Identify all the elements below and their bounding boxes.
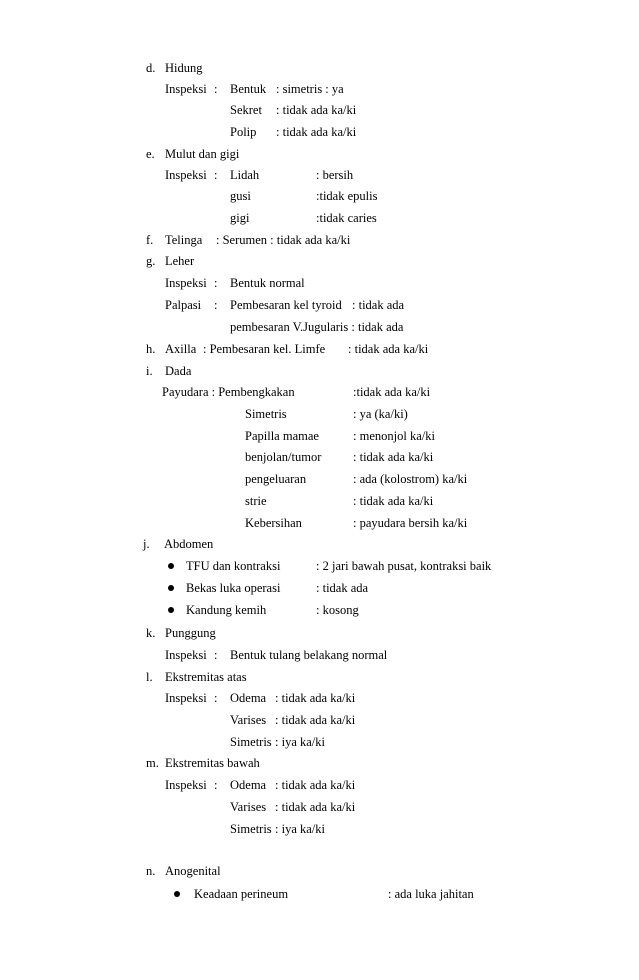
field-key: : Pembesaran kel. Limfe <box>203 342 326 356</box>
colon: : <box>214 648 218 662</box>
section-marker: j. <box>143 537 150 551</box>
colon: : <box>214 778 218 792</box>
field-value: pembesaran V.Jugularis : tidak ada <box>230 320 404 334</box>
field-label: Payudara : Pembengkakan <box>162 385 295 399</box>
colon: : <box>214 691 218 705</box>
field-value: : tidak ada ka/ki <box>275 778 356 792</box>
section-marker: m. <box>146 756 159 770</box>
field-value: : kosong <box>316 603 359 617</box>
field-key: TFU dan kontraksi <box>186 559 281 573</box>
field-value: : tidak ada ka/ki <box>276 125 357 139</box>
field-value: : tidak ada ka/ki <box>275 800 356 814</box>
section-marker: f. <box>146 233 154 247</box>
field-key: pengeluaran <box>245 472 307 486</box>
section-marker: l. <box>146 670 153 684</box>
field-label: Inspeksi <box>165 276 207 290</box>
field-value: :tidak caries <box>316 211 377 225</box>
section-title: Dada <box>165 364 192 378</box>
field-key: Varises <box>230 800 267 814</box>
bullet-icon <box>168 563 174 569</box>
field-key: Bekas luka operasi <box>186 581 281 595</box>
field-value: : tidak ada ka/ki <box>275 713 356 727</box>
field-key: Odema <box>230 778 267 792</box>
field-key: gigi <box>230 211 250 225</box>
field-label: Inspeksi <box>165 648 207 662</box>
section-marker: d. <box>146 61 156 75</box>
field-value: : Serumen : tidak ada ka/ki <box>216 233 351 247</box>
field-key: Bentuk <box>230 82 267 96</box>
field-key: gusi <box>230 189 251 203</box>
field-key: Varises <box>230 713 267 727</box>
field-key: Keadaan perineum <box>194 887 289 901</box>
field-value: : tidak ada ka/ki <box>348 342 429 356</box>
section-marker: k. <box>146 626 156 640</box>
field-label: Inspeksi <box>165 82 207 96</box>
field-value: : menonjol ka/ki <box>353 429 435 443</box>
field-key: Polip <box>230 125 257 139</box>
field-value: : ya (ka/ki) <box>353 407 408 421</box>
field-value: : simetris : ya <box>276 82 344 96</box>
field-value: :tidak ada ka/ki <box>353 385 431 399</box>
section-title: Hidung <box>165 61 203 75</box>
field-value: : tidak ada <box>352 298 405 312</box>
field-key: Simetris <box>230 822 272 836</box>
colon: : <box>214 82 218 96</box>
field-key: Simetris <box>230 735 272 749</box>
section-marker: g. <box>146 254 156 268</box>
field-label: Palpasi <box>165 298 202 312</box>
section-marker: h. <box>146 342 156 356</box>
field-key: Kandung kemih <box>186 603 267 617</box>
bullet-icon <box>168 607 174 613</box>
field-value: Bentuk tulang belakang normal <box>230 648 388 662</box>
section-title: Abdomen <box>164 537 214 551</box>
field-value: : ada (kolostrom) ka/ki <box>353 472 468 486</box>
field-label: Inspeksi <box>165 168 207 182</box>
section-title: Axilla <box>165 342 197 356</box>
field-key: strie <box>245 494 267 508</box>
field-label: Inspeksi <box>165 778 207 792</box>
section-title: Punggung <box>165 626 216 640</box>
field-value: : bersih <box>316 168 354 182</box>
field-value: : iya ka/ki <box>275 822 325 836</box>
section-marker: n. <box>146 864 156 878</box>
field-value: :tidak epulis <box>316 189 378 203</box>
field-value: : ada luka jahitan <box>388 887 474 901</box>
field-key: Kebersihan <box>245 516 302 530</box>
field-key: Sekret <box>230 103 262 117</box>
section-title: Leher <box>165 254 195 268</box>
field-key: Odema <box>230 691 267 705</box>
field-value: : 2 jari bawah pusat, kontraksi baik <box>316 559 492 573</box>
field-value: : tidak ada ka/ki <box>276 103 357 117</box>
field-label: Inspeksi <box>165 691 207 705</box>
bullet-icon <box>168 585 174 591</box>
field-key: Lidah <box>230 168 260 182</box>
section-marker: e. <box>146 147 155 161</box>
colon: : <box>214 298 218 312</box>
section-title: Ekstremitas bawah <box>165 756 260 770</box>
field-key: Pembesaran kel tyroid <box>230 298 342 312</box>
field-key: Papilla mamae <box>245 429 319 443</box>
colon: : <box>214 168 218 182</box>
field-value: : payudara bersih ka/ki <box>353 516 468 530</box>
section-title: Ekstremitas atas <box>165 670 247 684</box>
section-title: Telinga <box>165 233 203 247</box>
field-key: benjolan/tumor <box>245 450 322 464</box>
field-value: : iya ka/ki <box>275 735 325 749</box>
field-value: : tidak ada ka/ki <box>353 450 434 464</box>
bullet-icon <box>174 891 180 897</box>
section-title: Anogenital <box>165 864 221 878</box>
field-value: Bentuk normal <box>230 276 305 290</box>
field-value: : tidak ada ka/ki <box>275 691 356 705</box>
field-key: Simetris <box>245 407 287 421</box>
section-marker: i. <box>146 364 153 378</box>
section-title: Mulut dan gigi <box>165 147 240 161</box>
colon: : <box>214 276 218 290</box>
field-value: : tidak ada <box>316 581 369 595</box>
field-value: : tidak ada ka/ki <box>353 494 434 508</box>
